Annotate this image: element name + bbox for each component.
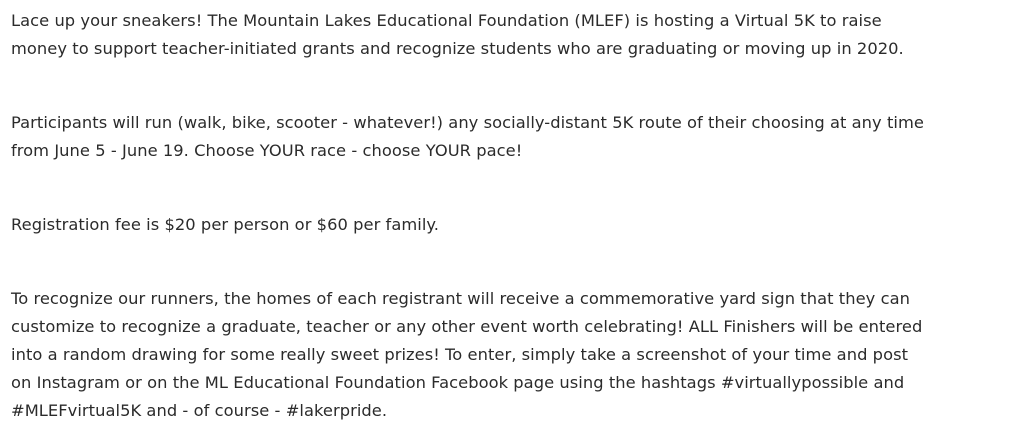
recognition-paragraph: To recognize our runners, the homes of each registrant will receive a commemorative yard sign that they can customize to recognize a graduate, teacher or any other event worth celebrating! ALL Finishers will be entered into a random drawing for some really sweet prizes! To enter, simply take a screenshot of your time and post on Instagram or on the ML Educational Foundation Facebook page using the hashtags #virtuallypossible and #MLEFvirtual5K and - of course - #lakerpride. — [11, 289, 923, 420]
paragraph-spacer — [11, 63, 1019, 109]
paragraph-spacer — [11, 239, 1019, 285]
participation-paragraph: Participants will run (walk, bike, scooter - whatever!) any socially-distant 5K route of their choosing at any time from June 5 - June 19. Choose YOUR race - choose YOUR pace! — [11, 113, 924, 160]
registration-fee-paragraph: Registration fee is $20 per person or $60 per family. — [11, 215, 439, 234]
intro-paragraph: Lace up your sneakers! The Mountain Lakes Educational Foundation (MLEF) is hosting a Virtual 5K to raise money to support teacher-initiated grants and recognize students who are graduating or moving up in 2020. — [11, 11, 904, 58]
paragraph-spacer — [11, 165, 1019, 211]
article-body — [11, 7, 1019, 425]
